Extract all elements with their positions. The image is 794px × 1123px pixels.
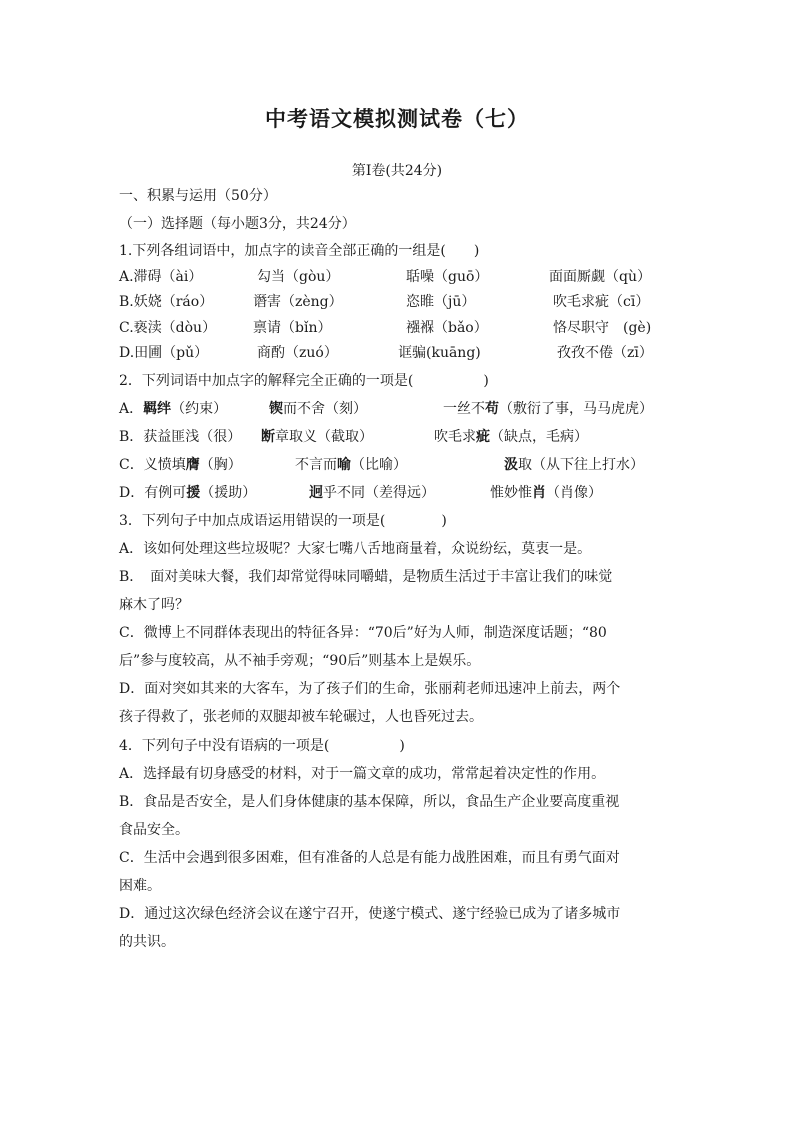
q1-d-1: D.田圃（pǔ）: [119, 345, 209, 361]
q4-line: C．生活中会遇到很多困难，但有准备的人总是有能力战胜困难，而且有勇气面对: [119, 850, 620, 866]
q1-option-a: [119, 267, 679, 287]
q4-line: 困难。: [119, 878, 161, 894]
q2-c-3: 汲取（从下往上打水）: [504, 457, 644, 473]
q1-c-4: 恪尽职守 (gè): [553, 320, 652, 336]
q4-line: 的共识。: [119, 934, 175, 950]
q1-b-2: 谮害（zèng）: [253, 294, 343, 310]
q2-d-2: 迥乎不同（差得远）: [309, 485, 435, 501]
q2-c-1: C．义愤填膺（胸）: [119, 457, 242, 473]
q2-a-3: 一丝不苟（敷衍了事，马马虎虎）: [443, 401, 653, 417]
q2-option-b: [119, 427, 679, 447]
q1-c-1: C.亵渎（dòu）: [119, 320, 217, 336]
q1-d-3: 诓骗(kuāng): [398, 345, 481, 361]
q3-stem: 3．下列句子中加点成语运用错误的一项是( ): [119, 513, 447, 529]
q4-line: D．通过这次绿色经济会议在遂宁召开，使遂宁模式、遂宁经验已成为了诸多城市: [119, 906, 621, 922]
q2-d-3: 惟妙惟肖（肖像）: [490, 485, 602, 501]
q1-c-3: 襁褓（bǎo）: [406, 320, 488, 336]
q3-line: 孩子得救了，张老师的双腿却被车轮碾过，人也昏死过去。: [119, 709, 483, 725]
q1-option-c: [119, 318, 679, 338]
page-title: 中考语文模拟测试卷（七）: [265, 106, 529, 131]
q4-line: B．食品是否安全，是人们身体健康的基本保障，所以，食品生产企业要高度重视: [119, 794, 620, 810]
q1-a-2: 勾当（gòu）: [257, 269, 340, 285]
subsection-heading: （一）选择题（每小题3分，共24分）: [119, 216, 356, 232]
q1-a-1: A.滞碍（ài）: [119, 269, 203, 285]
q1-d-4: 孜孜不倦（zī）: [557, 345, 653, 361]
q2-d-1: D．有例可援（援助）: [119, 485, 257, 501]
q4-options: [119, 760, 675, 956]
q1-c-2: 禀请（bǐn）: [253, 320, 332, 336]
q3-line: C．微博上不同群体表现出的特征各异：“70后”好为人师，制造深度话题；“80: [119, 625, 607, 641]
q3-options: [119, 535, 675, 731]
q2-a-1: A．羁绊（约束）: [119, 401, 228, 417]
q2-stem: 2．下列词语中加点字的解释完全正确的一项是( ): [119, 373, 489, 389]
q1-option-d: [119, 343, 679, 363]
q2-option-c: [119, 455, 679, 475]
q1-option-b: [119, 292, 679, 312]
q2-option-d: [119, 483, 679, 503]
q3-line: 后”参与度较高，从不袖手旁观；“90后”则基本上是娱乐。: [119, 653, 481, 669]
q3-line: A．该如何处理这些垃圾呢？大家七嘴八舌地商量着，众说纷纭，莫衷一是。: [119, 541, 592, 557]
q3-line: 麻木了吗？: [119, 597, 189, 613]
q2-c-2: 不言而喻（比喻）: [295, 457, 407, 473]
q1-b-4: 吹毛求疵（cī）: [553, 294, 650, 310]
q1-b-3: 恣睢（jū）: [406, 294, 476, 310]
q2-b-1: B．获益匪浅（很）: [119, 429, 242, 445]
q4-stem: 4．下列句子中没有语病的一项是( ): [119, 738, 405, 754]
q3-line: B． 面对美味大餐，我们却常觉得味同嚼蜡，是物质生活过于丰富让我们的味觉: [119, 569, 613, 585]
section-heading: 一、积累与运用（50分）: [119, 188, 277, 204]
q1-stem: 1.下列各组词语中，加点字的读音全部正确的一组是( ): [119, 243, 480, 259]
q2-b-2: 断章取义（截取）: [261, 429, 373, 445]
q1-b-1: B.妖娆（ráo）: [119, 294, 214, 310]
q1-a-4: 面面厮觑（qù）: [549, 269, 651, 285]
q1-d-2: 商酌（zuó）: [257, 345, 338, 361]
q2-b-3: 吹毛求疵（缺点，毛病）: [434, 429, 588, 445]
q2-a-2: 锲而不舍（刻）: [269, 401, 367, 417]
q2-option-a: [119, 399, 679, 419]
section-subtitle: 第Ⅰ卷(共24分): [351, 163, 443, 179]
q1-a-3: 聒噪（guō）: [406, 269, 489, 285]
q3-line: D．面对突如其来的大客车，为了孩子们的生命，张丽莉老师迅速冲上前去，两个: [119, 681, 621, 697]
q4-line: 食品安全。: [119, 822, 189, 838]
q4-line: A．选择最有切身感受的材料，对于一篇文章的成功，常常起着决定性的作用。: [119, 766, 606, 782]
